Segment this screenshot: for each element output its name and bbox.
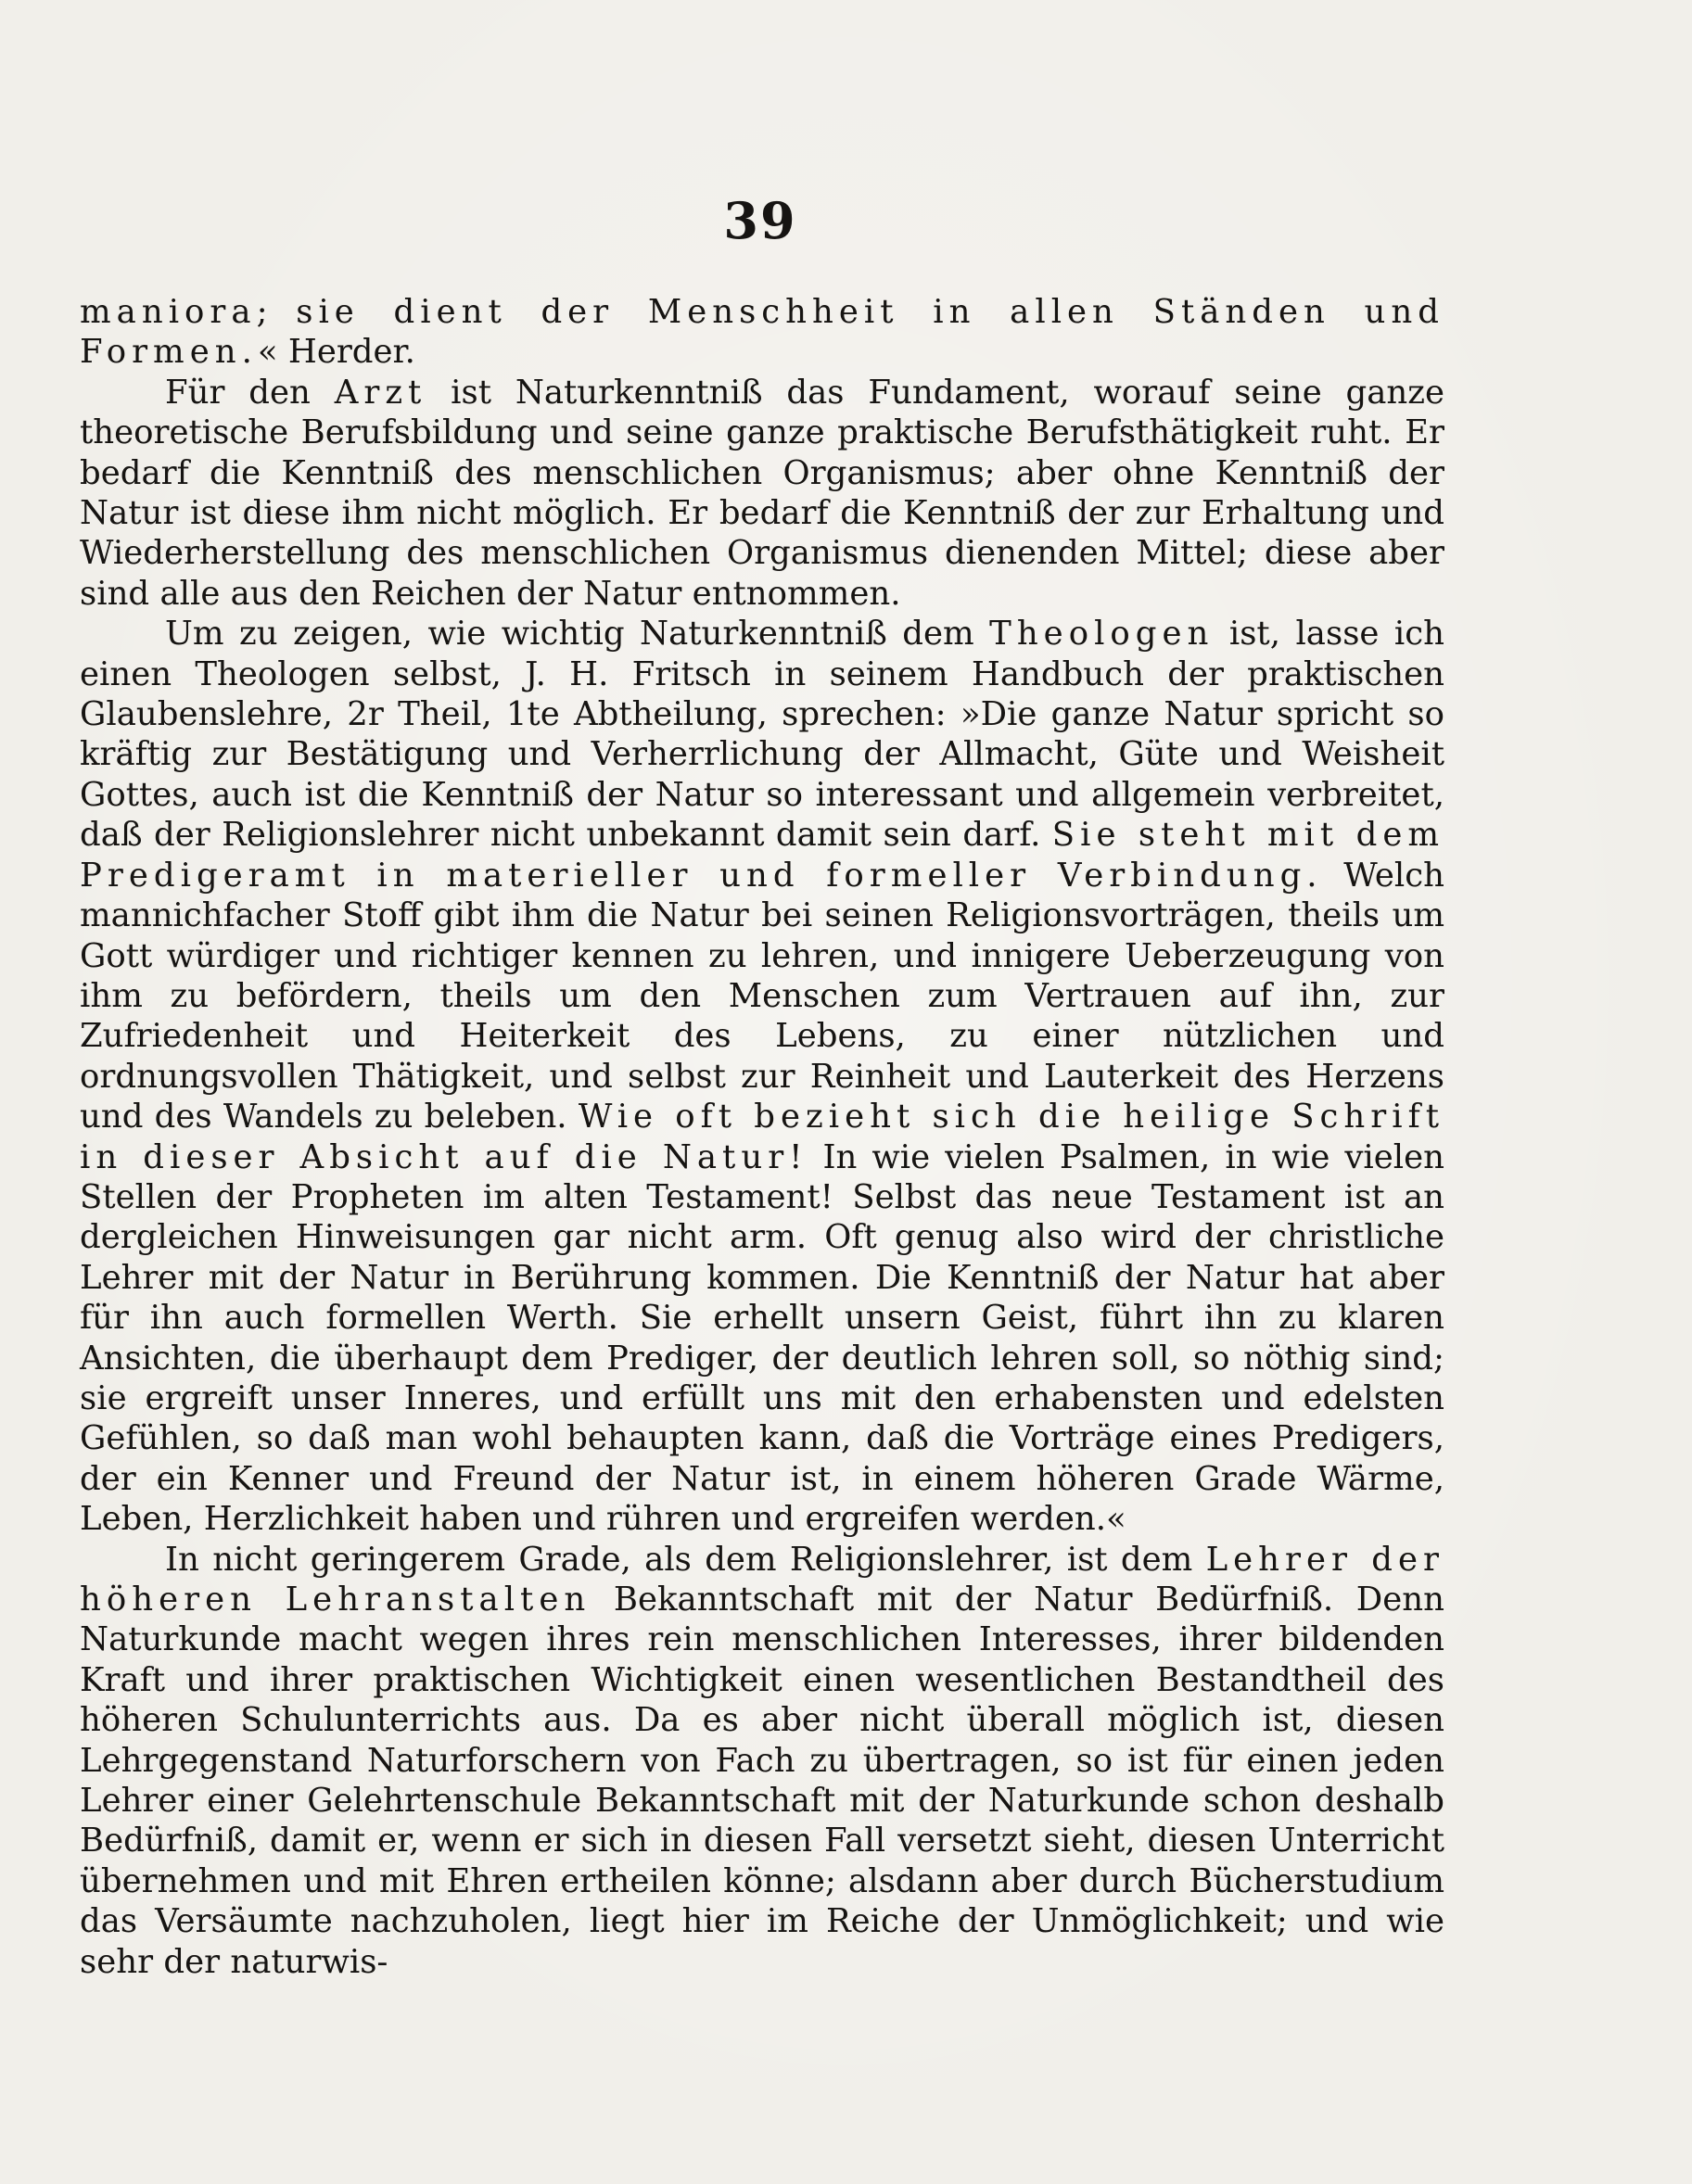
text-segment: sie dient der Menschheit in allen Ständen und Formen. <box>80 293 1444 372</box>
text-segment: « Herder. <box>257 333 415 372</box>
text-segment: Sie steht mit dem Predigeramt in materieller und formeller Verbindung. <box>80 816 1444 895</box>
text-segment: In wie vielen Psalmen, in wie vielen Stellen der Propheten im alten Testament! Selbst das neue Testament ist an dergleichen Hinweisungen gar nicht arm. Oft genug also wird der christliche Lehrer mit der Natur in Berührung kommen. Die Kenntniß der Natur hat aber für ihn auch formellen Werth. Sie erhellt unsern Geist, führt ihn zu klaren Ansichten, die überhaupt dem Prediger, der deutlich lehren soll, so nöthig sind; sie ergreift unser Inneres, und erfüllt uns mit den erhabensten und edelsten Gefühlen, so daß man wohl behaupten kann, daß die Vorträge eines Predigers, der ein Kenner und Freund der Natur ist, in einem höheren Grade Wärme, Leben, Herzlichkeit haben und rühren und ergreifen werden.« <box>80 1137 1445 1539</box>
paragraph-teacher <box>80 1540 1444 1982</box>
paragraph-continuation <box>80 292 1444 373</box>
text-segment: maniora <box>80 293 257 331</box>
paragraph-physician <box>80 373 1444 614</box>
text-segment: Arzt <box>334 373 427 412</box>
text-segment: ist, lasse ich einen Theologen selbst, J. H. Fritsch in seinem Handbuch der praktischen Glaubenslehre, 2r Theil, 1te Abtheilung, sprechen: »Die ganze Natur spricht so kräftig zur Bestätigung und Verherrlichung der Allmacht, Güte und Weisheit Gottes, auch ist die Kenntniß der Natur so interessant und allgemein verbreitet, daß der Religionslehrer nicht unbekannt damit sein darf. <box>80 615 1444 855</box>
text-segment: ist Naturkenntniß das Fundament, worauf seine ganze theoretische Berufsbildung und seine ganze praktische Berufsthätigkeit ruht. Er bedarf die Kenntniß des menschlichen Organismus; aber ohne Kenntniß der Natur ist diese ihm nicht möglich. Er bedarf die Kenntniß der zur Erhaltung und Wiederherstellung des menschlichen Organismus dienenden Mittel; diese aber sind alle aus den Reichen der Natur entnommen. <box>80 373 1444 613</box>
page-number: 39 <box>723 191 797 250</box>
text-segment: Theologen <box>989 615 1215 654</box>
body-text <box>80 292 1444 1982</box>
text-segment: Um zu zeigen, wie wichtig Naturkenntniß dem <box>165 615 990 654</box>
text-segment: Für den <box>165 373 335 412</box>
text-segment: Lehrer der höheren Lehranstalten <box>80 1540 1444 1619</box>
text-segment: Bekanntschaft mit der Natur Bedürfniß. Denn Naturkunde macht wegen ihres rein menschlichen Interesses, ihrer bildenden Kraft und ihrer praktischen Wichtigkeit einen wesentlichen Bestandtheil des höheren Schulunterrichts aus. Da es aber nicht überall möglich ist, diesen Lehrgegenstand Naturforschern von Fach zu übertragen, so ist für einen jeden Lehrer einer Gelehrtenschule Bekanntschaft mit der Naturkunde schon deshalb Bedürfniß, damit er, wenn er sich in diesen Fall versetzt sieht, diesen Unterricht übernehmen und mit Ehren ertheilen könne; alsdann aber durch Bücherstudium das Versäumte nachzuholen, liegt hier im Reiche der Unmöglichkeit; und wie sehr der naturwis- <box>80 1581 1444 1981</box>
text-segment: ; <box>256 293 297 331</box>
paragraph-theologian <box>80 614 1444 1539</box>
text-segment: Wie oft bezieht sich die heilige Schrift in dieser Absicht auf die Natur! <box>80 1098 1444 1176</box>
text-segment: Welch mannichfacher Stoff gibt ihm die Natur bei seinen Religionsvorträgen, theils um Gott würdiger und richtiger kennen zu lehren, und innigere Ueberzeugung von ihm zu befördern, theils um den Menschen zum Vertrauen auf ihn, zur Zufriedenheit und Heiterkeit des Lebens, zu einer nützlichen und ordnungsvollen Thätigkeit, und selbst zur Reinheit und Lauterkeit des Herzens und des Wandels zu beleben. <box>80 856 1444 1136</box>
text-segment: In nicht geringerem Grade, als dem Religionslehrer, ist dem <box>165 1540 1206 1579</box>
